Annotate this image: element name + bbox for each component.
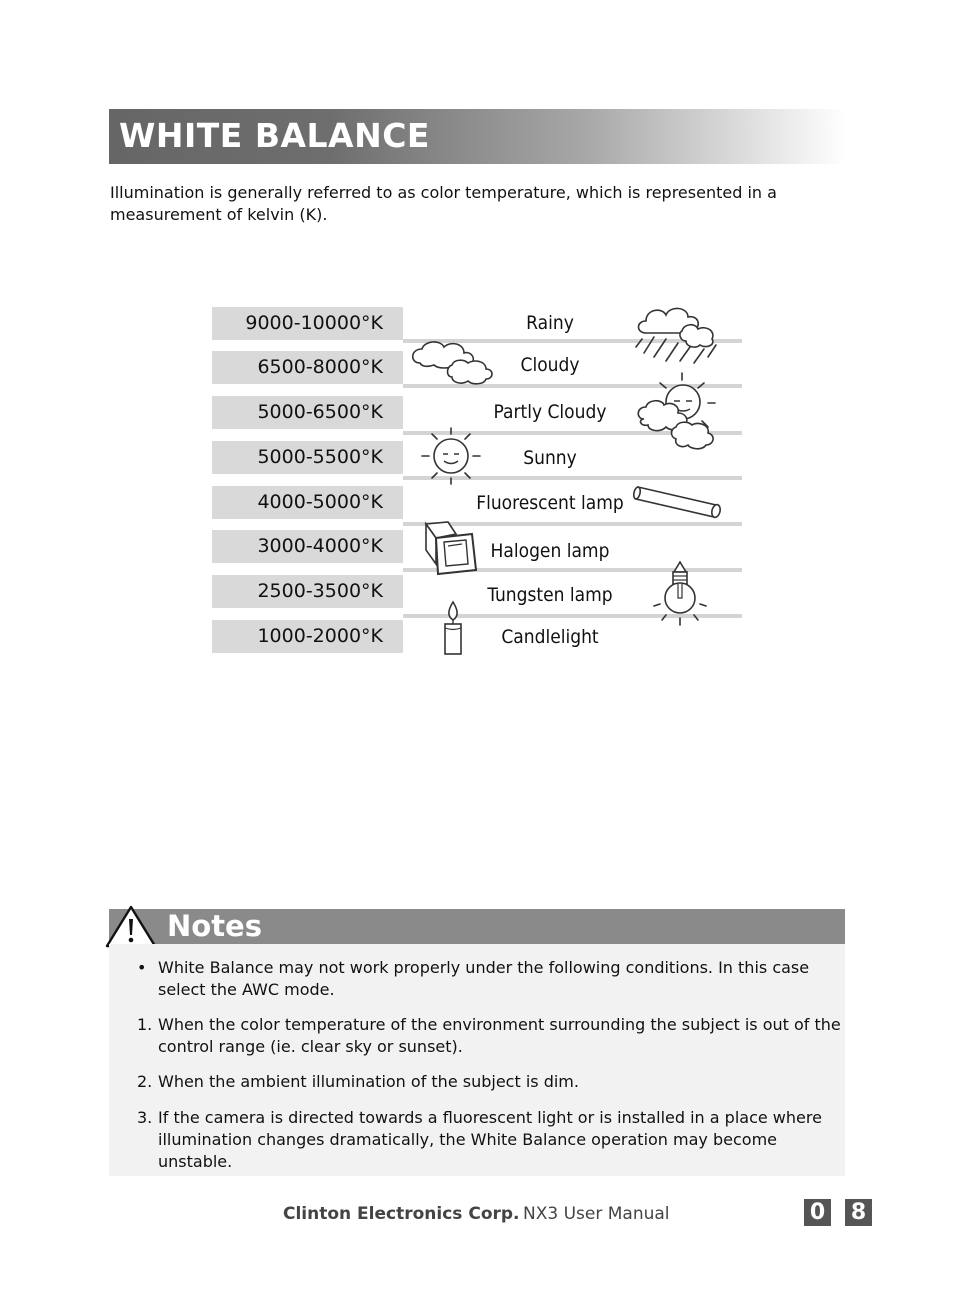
intro-paragraph: Illumination is generally referred to as color temperature, which is represented in a measurement of kelvin (K). bbox=[110, 183, 777, 224]
warning-icon bbox=[104, 904, 158, 948]
page-number-digit: 0 bbox=[804, 1199, 831, 1226]
range-label: 6500-8000°K bbox=[212, 351, 403, 384]
section-title-bar bbox=[109, 109, 846, 164]
sun-icon bbox=[418, 428, 484, 484]
range-label: 1000-2000°K bbox=[212, 620, 403, 653]
light-source-name: Tungsten lamp bbox=[487, 584, 613, 606]
note-text: When the color temperature of the environment surrounding the subject is out of the control range (ie. clear sky or sunset). bbox=[158, 1015, 841, 1056]
note-item bbox=[137, 1071, 845, 1093]
light-source-name: Rainy bbox=[526, 312, 574, 334]
partly-cloudy-icon bbox=[636, 373, 722, 451]
light-source-name: Fluorescent lamp bbox=[476, 492, 624, 514]
note-marker: 1. bbox=[137, 1015, 153, 1034]
note-text: White Balance may not work properly under the following conditions. In this case select the AWC mode. bbox=[158, 958, 810, 999]
range-label: 5000-5500°K bbox=[212, 441, 403, 474]
note-marker: • bbox=[137, 958, 147, 977]
range-label: 3000-4000°K bbox=[212, 530, 403, 563]
range-label: 5000-6500°K bbox=[212, 396, 403, 429]
note-text: If the camera is directed towards a fluorescent light or is installed in a place where illumination changes dramatically, the White Balance operation may become unstable. bbox=[158, 1108, 822, 1171]
range-label: 9000-10000°K bbox=[212, 307, 403, 340]
light-source-name: Halogen lamp bbox=[490, 540, 610, 562]
note-marker: 3. bbox=[137, 1108, 153, 1127]
cloud-icon bbox=[410, 341, 496, 385]
rain-cloud-icon bbox=[632, 303, 727, 365]
footer-manual-title: NX3 User Manual bbox=[523, 1204, 670, 1224]
light-bulb-icon bbox=[652, 558, 708, 626]
range-label: 4000-5000°K bbox=[212, 486, 403, 519]
notes-header-bar bbox=[109, 909, 845, 944]
light-source-name: Partly Cloudy bbox=[493, 401, 607, 423]
note-item bbox=[137, 957, 845, 1001]
page-title: WHITE BALANCE bbox=[119, 116, 430, 155]
note-marker: 2. bbox=[137, 1072, 153, 1091]
light-source-name: Cloudy bbox=[520, 354, 580, 376]
footer-company: Clinton Electronics Corp. bbox=[283, 1204, 520, 1224]
halogen-lamp-icon bbox=[422, 520, 482, 576]
page-number-digit: 8 bbox=[845, 1199, 872, 1226]
note-item bbox=[137, 1107, 845, 1173]
notes-title: Notes bbox=[167, 909, 262, 943]
range-label: 2500-3500°K bbox=[212, 575, 403, 608]
note-text: When the ambient illumination of the subject is dim. bbox=[158, 1072, 579, 1091]
light-source-name: Candlelight bbox=[501, 626, 599, 648]
fluorescent-tube-icon bbox=[632, 483, 726, 519]
note-item bbox=[137, 1014, 845, 1058]
candle-icon bbox=[438, 600, 468, 656]
light-source-name: Sunny bbox=[523, 447, 577, 469]
